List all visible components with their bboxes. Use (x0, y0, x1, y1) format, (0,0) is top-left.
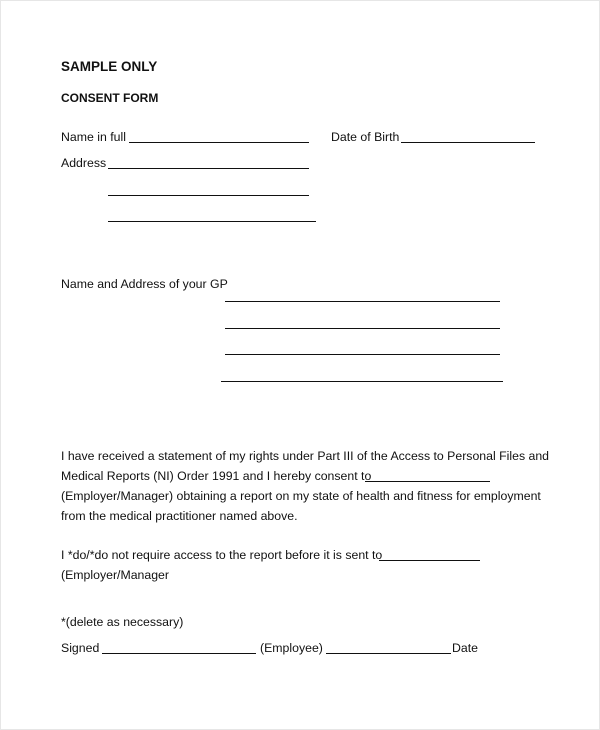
date-label: Date (452, 641, 478, 655)
signed-label: Signed (61, 641, 100, 655)
consent-text-line-2: Medical Reports (NI) Order 1991 and I hereby consent to (61, 469, 372, 483)
gp-label: Name and Address of your GP (61, 277, 228, 291)
sample-only-heading: SAMPLE ONLY (61, 59, 158, 74)
gp-line-3[interactable] (225, 354, 500, 355)
employee-label: (Employee) (260, 641, 323, 655)
address-line-1[interactable] (108, 168, 309, 169)
gp-line-2[interactable] (225, 328, 500, 329)
date-field[interactable] (326, 653, 451, 654)
dob-label: Date of Birth (331, 130, 400, 144)
consent-employer-field[interactable] (365, 481, 490, 482)
name-field[interactable] (129, 142, 309, 143)
access-text-line-2: (Employer/Manager (61, 568, 169, 582)
address-line-2[interactable] (108, 195, 309, 196)
dob-field[interactable] (401, 142, 535, 143)
consent-text-line-3: (Employer/Manager) obtaining a report on my state of health and fitness for employment (61, 489, 541, 503)
gp-line-1[interactable] (225, 301, 500, 302)
gp-line-4[interactable] (221, 381, 503, 382)
access-employer-field[interactable] (379, 560, 480, 561)
form-title: CONSENT FORM (61, 91, 159, 105)
signature-field[interactable] (102, 653, 256, 654)
consent-text-line-1: I have received a statement of my rights under Part III of the Access to Personal Files and (61, 449, 550, 463)
consent-text-line-4: from the medical practitioner named above. (61, 509, 298, 523)
address-line-3[interactable] (108, 221, 316, 222)
delete-note: *(delete as necessary) (61, 615, 184, 629)
address-label: Address (61, 156, 107, 170)
access-text-line-1: I *do/*do not require access to the report before it is sent to (61, 548, 383, 562)
name-label: Name in full (61, 130, 126, 144)
